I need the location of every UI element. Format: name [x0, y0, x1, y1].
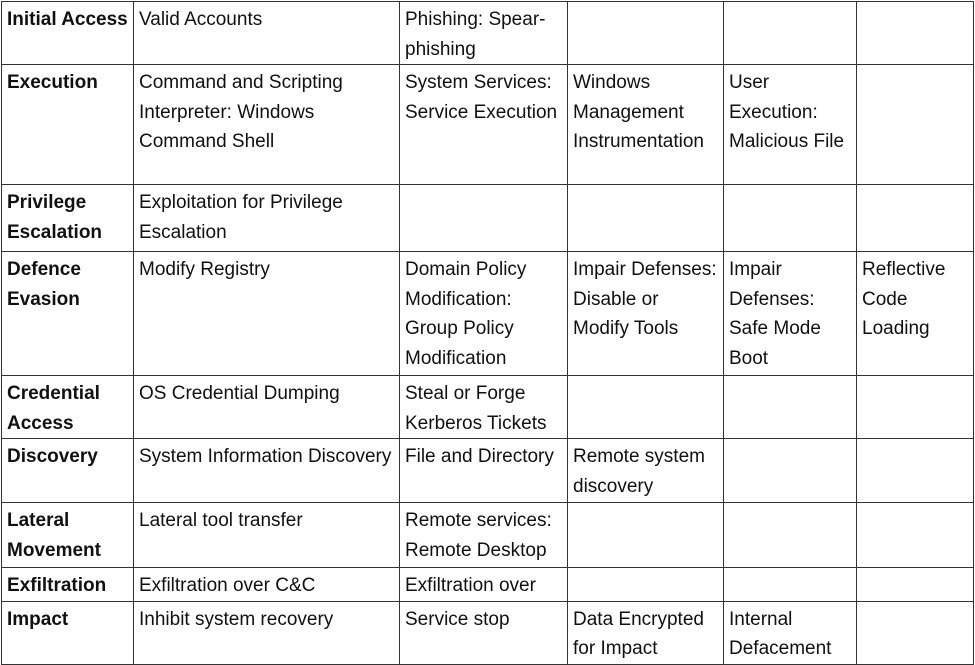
technique-cell — [568, 503, 724, 568]
technique-cell: Impair Defenses: Safe Mode Boot — [724, 252, 857, 376]
technique-cell: System Services: Service Execution — [400, 65, 568, 185]
technique-cell — [857, 185, 974, 252]
table-row — [2, 568, 974, 602]
technique-cell — [568, 185, 724, 252]
technique-cell: User Execution: Malicious File — [724, 65, 857, 185]
technique-cell: Windows Management Instrumentation — [568, 65, 724, 185]
technique-cell: Exfiltration over C&C — [134, 568, 400, 602]
technique-cell: Phishing: Spear-phishing — [400, 2, 568, 65]
table-row — [2, 2, 974, 65]
technique-cell: System Information Discovery — [134, 439, 400, 503]
technique-cell — [724, 439, 857, 503]
table-row — [2, 503, 974, 568]
technique-cell — [724, 568, 857, 602]
tactic-cell: Initial Access — [2, 2, 134, 65]
technique-cell: Reflective Code Loading — [857, 252, 974, 376]
technique-cell — [400, 185, 568, 252]
tactic-cell: Exfiltration — [2, 568, 134, 602]
tactic-cell: Privilege Escalation — [2, 185, 134, 252]
technique-cell — [857, 503, 974, 568]
technique-cell — [857, 439, 974, 503]
technique-cell — [857, 601, 974, 664]
technique-cell: Domain Policy Modification: Group Policy Modification — [400, 252, 568, 376]
technique-cell: Inhibit system recovery — [134, 601, 400, 664]
table-row — [2, 185, 974, 252]
technique-cell — [857, 376, 974, 439]
technique-cell — [568, 376, 724, 439]
tactic-cell: Discovery — [2, 439, 134, 503]
technique-cell: Steal or Forge Kerberos Tickets — [400, 376, 568, 439]
technique-cell — [724, 503, 857, 568]
mitre-attack-table — [1, 1, 974, 665]
technique-cell: Service stop — [400, 601, 568, 664]
technique-cell — [568, 2, 724, 65]
tactic-cell: Credential Access — [2, 376, 134, 439]
technique-cell — [857, 65, 974, 185]
technique-cell: Modify Registry — [134, 252, 400, 376]
table-row — [2, 601, 974, 664]
technique-cell: File and Directory — [400, 439, 568, 503]
technique-cell — [568, 568, 724, 602]
tactic-cell: Defence Evasion — [2, 252, 134, 376]
table-row — [2, 252, 974, 376]
tactic-cell: Execution — [2, 65, 134, 185]
technique-cell: Lateral tool transfer — [134, 503, 400, 568]
technique-cell: Exfiltration over — [400, 568, 568, 602]
technique-cell: Remote services: Remote Desktop — [400, 503, 568, 568]
technique-cell: Internal Defacement — [724, 601, 857, 664]
table-row — [2, 65, 974, 185]
technique-cell: Command and Scripting Interpreter: Windows Command Shell — [134, 65, 400, 185]
technique-cell: OS Credential Dumping — [134, 376, 400, 439]
technique-cell — [724, 2, 857, 65]
technique-cell: Data Encrypted for Impact — [568, 601, 724, 664]
tactic-cell: Lateral Movement — [2, 503, 134, 568]
technique-cell: Impair Defenses: Disable or Modify Tools — [568, 252, 724, 376]
tactic-cell: Impact — [2, 601, 134, 664]
table-row — [2, 439, 974, 503]
technique-cell — [724, 185, 857, 252]
technique-cell: Exploitation for Privilege Escalation — [134, 185, 400, 252]
technique-cell: Valid Accounts — [134, 2, 400, 65]
technique-cell: Remote system discovery — [568, 439, 724, 503]
technique-cell — [724, 376, 857, 439]
technique-cell — [857, 2, 974, 65]
technique-cell — [857, 568, 974, 602]
table-row — [2, 376, 974, 439]
